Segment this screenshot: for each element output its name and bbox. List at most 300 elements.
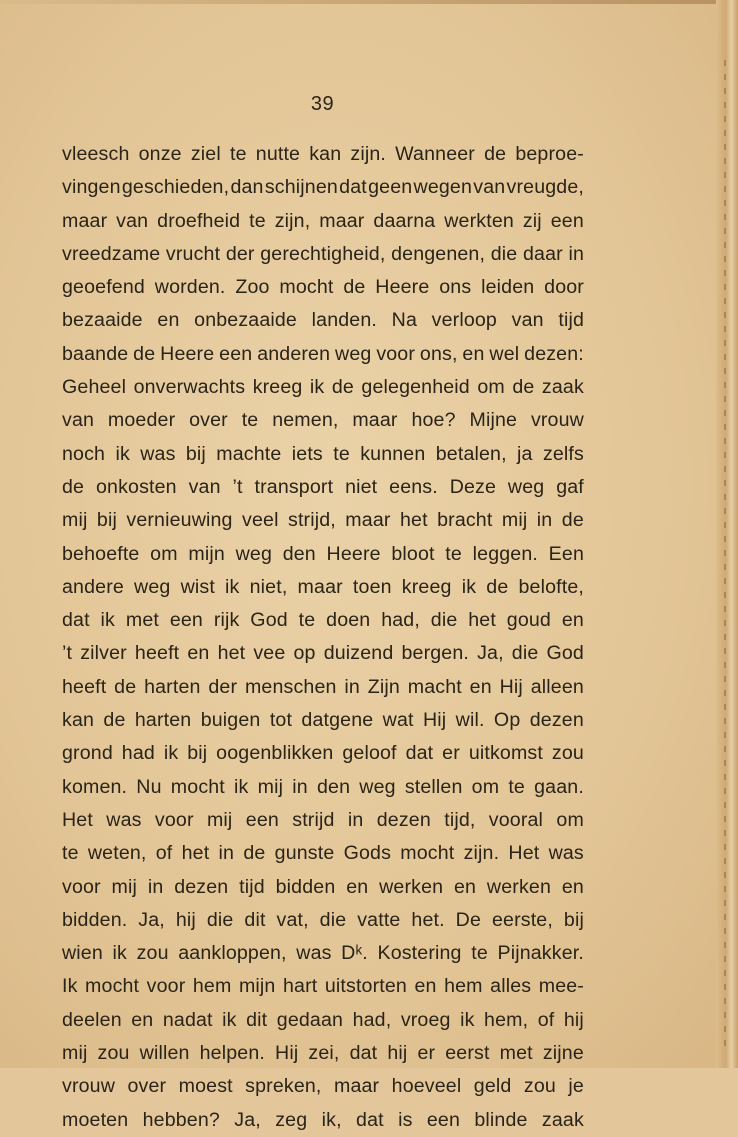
word: een: [219, 342, 253, 365]
word: werkten: [444, 209, 514, 232]
word: kreeg: [401, 575, 452, 598]
word: heeft: [62, 675, 107, 698]
word: Ja,: [477, 642, 504, 665]
word: bij: [187, 742, 208, 765]
word: tijd: [558, 309, 584, 332]
word: tijd,: [444, 808, 476, 831]
word: en: [157, 309, 180, 332]
word: een: [426, 1108, 461, 1131]
word: bidden: [275, 875, 336, 898]
word: weg: [134, 575, 171, 598]
word: Hij: [499, 675, 523, 698]
text-line: [62, 837, 584, 870]
word: ik: [222, 1008, 237, 1031]
word: Geheel: [62, 376, 127, 399]
word: dan: [230, 176, 264, 199]
word: weg: [359, 775, 396, 798]
word: behoefte: [62, 542, 140, 565]
word: om: [150, 542, 178, 565]
word: wien: [62, 942, 103, 965]
word: mij: [62, 509, 88, 532]
word: die: [490, 242, 518, 265]
word: hoeveel: [391, 1075, 462, 1098]
word: ik: [225, 575, 240, 598]
word: betalen,: [435, 442, 507, 465]
word: weten,: [87, 842, 147, 865]
word: transport: [254, 475, 334, 498]
word: strijd: [292, 808, 335, 831]
word: onverwachts: [133, 376, 246, 399]
word: iets: [291, 442, 323, 465]
word: door: [544, 276, 584, 299]
word: menschen: [244, 675, 337, 698]
text-line: [62, 271, 584, 304]
word: zei,: [308, 1042, 340, 1065]
word: aankloppen,: [178, 942, 287, 965]
word: in: [536, 509, 553, 532]
word: Gods: [343, 842, 392, 865]
text-line: [62, 205, 584, 238]
word: hij: [563, 1008, 584, 1031]
word: ik: [100, 609, 115, 632]
word: vleesch: [62, 143, 130, 165]
word: eens.: [389, 475, 438, 498]
word: de: [561, 509, 584, 532]
word: de: [62, 475, 85, 498]
word: eerst: [445, 1042, 490, 1065]
word: het.: [411, 908, 445, 931]
word: tijd: [239, 875, 265, 898]
word: zou: [523, 1075, 556, 1098]
word: om: [471, 775, 500, 798]
word: Ja,: [138, 908, 165, 931]
word: God: [546, 642, 584, 665]
word: bezaaide: [62, 309, 143, 332]
word: nemen,: [272, 409, 339, 432]
word: alles: [490, 975, 532, 998]
word: zijne: [542, 1042, 584, 1065]
word: zou: [136, 942, 169, 965]
word: in: [218, 842, 235, 865]
word: nutte: [255, 143, 301, 165]
word: Pijnakker.: [497, 942, 584, 965]
word: den: [282, 542, 316, 565]
word: harten: [134, 709, 192, 732]
word: had,: [381, 609, 420, 632]
word: dezen:: [524, 342, 584, 365]
word: ziel: [190, 143, 221, 165]
word: te: [298, 609, 316, 632]
word: moeder: [107, 409, 176, 432]
word: hem,: [484, 1008, 529, 1031]
word: het: [399, 509, 428, 532]
word: de: [486, 575, 509, 598]
word: Zijn: [367, 675, 400, 698]
word: was: [548, 842, 584, 865]
word: de: [114, 675, 137, 698]
word: de: [484, 143, 507, 165]
word: toen: [352, 575, 392, 598]
word: dat: [339, 176, 367, 199]
word: anderen: [257, 342, 331, 365]
word: of: [537, 1008, 555, 1031]
word: Mijne: [469, 409, 518, 432]
word: ons: [439, 276, 472, 299]
word: onbezaaide: [194, 309, 297, 332]
word: zaak: [541, 1108, 584, 1131]
word: alleen: [530, 675, 584, 698]
word: en: [414, 975, 437, 998]
word: Op: [493, 709, 521, 732]
word: wat: [382, 709, 414, 732]
word: had,: [352, 1008, 392, 1031]
word: uitstorten: [324, 975, 407, 998]
word: de: [343, 276, 366, 299]
word: ik: [460, 1008, 475, 1031]
text-line: [62, 571, 584, 604]
word: daarna: [373, 209, 436, 232]
word: was: [106, 808, 142, 831]
word: Het: [508, 842, 540, 865]
word: bracht: [437, 509, 493, 532]
word: maar: [352, 409, 398, 432]
text-line: [62, 471, 584, 504]
word: te: [333, 442, 350, 465]
word: voor: [62, 875, 101, 898]
word: ik: [112, 942, 127, 965]
word: of: [155, 842, 173, 865]
word: dengenen,: [391, 242, 486, 265]
word: machte: [216, 442, 282, 465]
word: vingen: [62, 176, 121, 199]
word: en: [346, 875, 369, 898]
word: hem: [192, 975, 232, 998]
word: vooral: [488, 808, 544, 831]
word: had: [121, 742, 155, 765]
word: andere: [62, 575, 124, 598]
word: Ik: [62, 975, 78, 998]
word: vrouw: [62, 1075, 116, 1098]
word: doen: [326, 609, 371, 632]
word: mee-: [538, 975, 584, 998]
word: zelfs: [542, 442, 584, 465]
word: was: [296, 942, 332, 965]
word: helpen.: [199, 1042, 265, 1065]
word: die: [511, 642, 539, 665]
text-line: [62, 904, 584, 937]
word: werken: [379, 875, 444, 898]
text-line: [62, 304, 584, 337]
word: Het: [62, 808, 93, 831]
body-text: [62, 138, 584, 1137]
word: het: [217, 642, 246, 665]
word: Hij: [275, 1042, 299, 1065]
word: tot: [269, 709, 293, 732]
word: van: [188, 475, 221, 498]
word: zijn.: [350, 143, 387, 165]
word: zilver: [80, 642, 127, 665]
word: moest: [178, 1075, 233, 1098]
word: vreedzame: [62, 242, 161, 265]
word: zijn.: [463, 842, 500, 865]
word: gaan.: [534, 775, 584, 798]
word: wist: [180, 575, 215, 598]
text-line: [62, 804, 584, 837]
word: leggen.: [472, 542, 538, 565]
word: een: [169, 609, 203, 632]
word: mij: [62, 1042, 88, 1065]
word: om: [556, 808, 584, 831]
word: in: [292, 775, 308, 798]
text-line: [62, 404, 584, 437]
word: om: [477, 376, 505, 399]
text-line: [62, 1104, 584, 1137]
word: en: [454, 875, 477, 898]
word: stellen: [404, 775, 463, 798]
word: weg: [235, 542, 273, 565]
word: geloof: [342, 742, 397, 765]
word: vrouw: [530, 409, 584, 432]
word: mijn: [188, 542, 225, 565]
word: bergen.: [401, 642, 469, 665]
text-line: [62, 737, 584, 770]
word: van: [473, 176, 506, 199]
word: van: [116, 209, 149, 232]
word: komen.: [62, 775, 128, 798]
word: voor: [376, 342, 416, 365]
word: hij: [175, 908, 196, 931]
word: op: [293, 642, 316, 665]
word: geoefend: [62, 276, 145, 299]
word: ik: [163, 742, 179, 765]
word: deelen: [62, 1008, 122, 1031]
word: rijk: [213, 609, 240, 632]
word: Dᵏ.: [341, 942, 368, 965]
word: kan: [309, 143, 342, 165]
word: hart: [282, 975, 318, 998]
text-line: [62, 504, 584, 537]
word: macht: [407, 675, 462, 698]
word: De: [455, 908, 482, 931]
word: landen.: [311, 309, 377, 332]
word: bloot: [391, 542, 435, 565]
word: vatte: [357, 908, 401, 931]
word: ik: [461, 575, 477, 598]
word: gaf: [556, 475, 584, 498]
word: met: [499, 1042, 533, 1065]
word: veel: [242, 509, 279, 532]
word: werken: [486, 875, 551, 898]
word: oogenblikken: [216, 742, 334, 765]
word: baande: [62, 342, 129, 365]
word: de: [133, 342, 156, 365]
word: Ja,: [234, 1108, 261, 1131]
word: dat: [62, 609, 90, 632]
word: verloop: [431, 309, 497, 332]
word: buigen: [200, 709, 261, 732]
word: over: [189, 409, 228, 432]
word: zou: [551, 742, 584, 765]
word: noch: [62, 442, 106, 465]
word: bidden.: [62, 908, 128, 931]
word: te: [508, 775, 525, 798]
word: zeg: [275, 1108, 308, 1131]
word: en: [561, 609, 584, 632]
word: God: [250, 609, 288, 632]
word: hem: [444, 975, 483, 998]
word: geen: [368, 176, 413, 199]
word: willen: [139, 1042, 190, 1065]
word: zijn,: [274, 209, 311, 232]
word: Kostering: [377, 942, 462, 965]
word: die: [206, 908, 234, 931]
text-line: [62, 338, 584, 371]
word: blinde: [474, 1108, 528, 1131]
word: van: [511, 309, 544, 332]
word: mocht: [85, 975, 140, 998]
text-line: [62, 637, 584, 670]
word: over: [127, 1075, 167, 1098]
word: dit: [244, 908, 266, 931]
word: vernieuwing: [126, 509, 233, 532]
word: en: [131, 1008, 154, 1031]
word: ik: [115, 442, 130, 465]
word: weg: [507, 475, 545, 498]
word: Zoo: [235, 276, 270, 299]
word: bij: [563, 908, 584, 931]
word: den: [316, 775, 351, 798]
word: maar: [62, 209, 108, 232]
word: te: [229, 143, 247, 165]
word: maar: [333, 1075, 380, 1098]
word: bij: [96, 509, 117, 532]
word: weg: [335, 342, 372, 365]
word: goud: [506, 609, 551, 632]
text-line: [62, 1004, 584, 1037]
word: Heere: [326, 542, 381, 565]
text-line: [62, 704, 584, 737]
word: geld: [473, 1075, 512, 1098]
word: ik: [309, 376, 325, 399]
word: gunste: [274, 842, 335, 865]
word: zaak: [541, 376, 584, 399]
word: mij: [111, 875, 138, 898]
word: hij: [387, 1042, 408, 1065]
word: duizend: [323, 642, 394, 665]
word: strijd,: [288, 509, 336, 532]
text-line: [62, 138, 584, 171]
text-line: [62, 771, 584, 804]
word: moeten: [62, 1108, 129, 1131]
word: zij: [522, 209, 542, 232]
page-edge-stitching: [724, 60, 726, 1050]
word: is: [398, 1108, 413, 1131]
word: Hij: [422, 709, 447, 732]
word: dezen: [529, 709, 584, 732]
word: dat: [349, 1042, 378, 1065]
page-top-edge: [0, 0, 738, 4]
text-line: [62, 970, 584, 1003]
word: vrucht: [165, 242, 221, 265]
word: harten: [144, 675, 201, 698]
word: droefheid: [157, 209, 241, 232]
word: een: [550, 209, 584, 232]
word: vee: [253, 642, 286, 665]
word: niet: [345, 475, 378, 498]
word: die: [319, 908, 347, 931]
word: Heere: [160, 342, 215, 365]
word: onze: [138, 143, 182, 165]
word: wegen: [413, 176, 473, 199]
page-spine-edge: [716, 0, 738, 1068]
word: daar: [522, 242, 563, 265]
word: vroeg: [400, 1008, 451, 1031]
word: beproe-: [515, 143, 584, 165]
word: dit: [246, 1008, 268, 1031]
word: de: [243, 842, 266, 865]
word: mocht: [400, 842, 455, 865]
word: mij: [257, 775, 284, 798]
word: de: [331, 376, 354, 399]
word: met: [125, 609, 159, 632]
text-line: [62, 871, 584, 904]
text-line: [62, 937, 584, 970]
word: dat: [356, 1108, 384, 1131]
text-line: [62, 171, 584, 204]
word: schijnen: [264, 176, 338, 199]
word: ’t: [232, 475, 243, 498]
word: mocht: [170, 775, 225, 798]
word: ik: [234, 775, 249, 798]
word: spreken,: [245, 1075, 322, 1098]
word: voor: [154, 808, 194, 831]
word: der: [225, 242, 255, 265]
word: ons,: [419, 342, 458, 365]
word: en: [469, 675, 492, 698]
word: mocht: [279, 276, 334, 299]
word: het: [468, 609, 496, 632]
word: vreugde,: [506, 176, 584, 199]
word: de: [103, 709, 126, 732]
text-line: [62, 371, 584, 404]
word: dezen: [376, 808, 431, 831]
word: te: [249, 209, 266, 232]
word: gelegenheid: [361, 376, 470, 399]
word: er: [442, 742, 460, 765]
word: wil.: [455, 709, 485, 732]
word: vat,: [276, 908, 309, 931]
word: dat: [405, 742, 434, 765]
word: datgene: [301, 709, 374, 732]
word: ja: [517, 442, 533, 465]
word: mij: [206, 808, 233, 831]
text-line: [62, 538, 584, 571]
word: de: [512, 376, 535, 399]
word: en: [561, 875, 584, 898]
word: niet,: [249, 575, 288, 598]
word: geschieden,: [121, 176, 230, 199]
text-line: [62, 1037, 584, 1070]
word: gedaan: [276, 1008, 344, 1031]
word: bij: [185, 442, 206, 465]
word: Na: [391, 309, 417, 332]
word: Heere: [375, 276, 430, 299]
word: te: [241, 409, 259, 432]
text-line: [62, 238, 584, 271]
word: in: [147, 875, 164, 898]
word: te: [471, 942, 488, 965]
word: te: [62, 842, 79, 865]
